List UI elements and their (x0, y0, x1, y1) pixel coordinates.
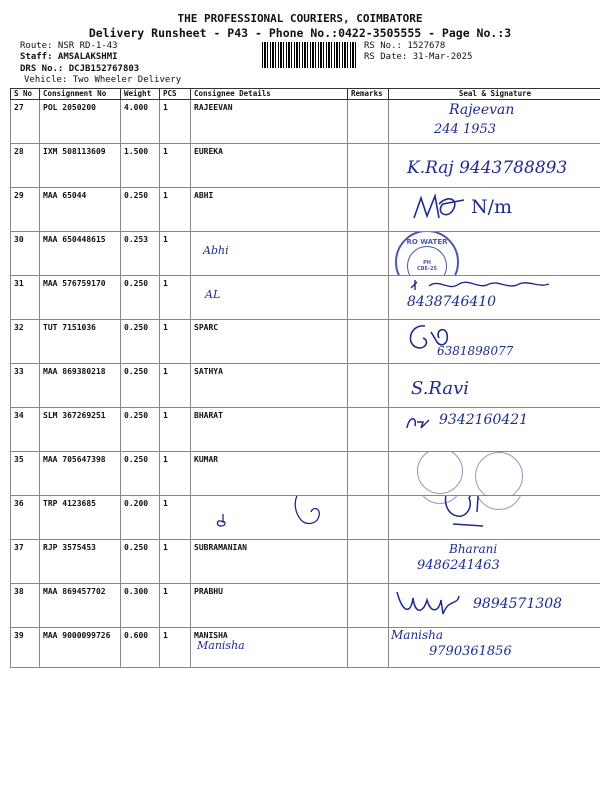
row-consignment: SLM 367269251 (40, 408, 121, 452)
table-row (11, 364, 600, 408)
handwritten-phone: 9790361856 (429, 644, 512, 659)
row-weight: 0.250 (121, 320, 160, 364)
row-remarks (348, 320, 389, 364)
row-sno: 39 (11, 628, 40, 668)
row-sno: 36 (11, 496, 40, 540)
row-signature (389, 320, 600, 364)
row-pcs: 1 (160, 408, 191, 452)
row-signature (389, 100, 600, 144)
row-sno: 30 (11, 232, 40, 276)
row-consignee (191, 628, 348, 668)
row-consignment: MAA 650448615 (40, 232, 121, 276)
handwritten-name: Manisha (197, 639, 245, 652)
row-weight: 0.250 (121, 408, 160, 452)
row-consignment: MAA 869380218 (40, 364, 121, 408)
stamp-center (407, 246, 447, 276)
row-signature (389, 188, 600, 232)
table-row (11, 408, 600, 452)
handwritten-name: AL (205, 288, 221, 301)
row-sno: 35 (11, 452, 40, 496)
row-weight: 4.000 (121, 100, 160, 144)
col-signature: Seal & Signature (389, 89, 600, 100)
row-weight: 1.500 (121, 144, 160, 188)
row-remarks (348, 364, 389, 408)
row-signature (389, 144, 600, 188)
row-remarks (348, 276, 389, 320)
drs-label: DRS No.: DCJB152767803 (20, 64, 140, 74)
rs-date: RS Date: 31-Mar-2025 (364, 52, 473, 62)
row-sno: 33 (11, 364, 40, 408)
company-title: THE PROFESSIONAL COURIERS, COIMBATORE (177, 12, 423, 25)
handwritten-signature: N/m (471, 196, 513, 218)
row-weight: 0.600 (121, 628, 160, 668)
handwritten-name: Abhi (203, 244, 229, 257)
handwritten-signature: Bharani (449, 542, 498, 556)
barcode (262, 42, 357, 68)
col-pcs: PCS (160, 89, 191, 100)
handwritten-phone: 8438746410 (407, 294, 497, 310)
row-weight: 0.250 (121, 188, 160, 232)
row-sno: 37 (11, 540, 40, 584)
row-consignee: PRABHU (191, 584, 348, 628)
row-signature (389, 452, 600, 496)
row-consignee (191, 496, 348, 540)
row-pcs: 1 (160, 100, 191, 144)
row-consignment: IXM 508113609 (40, 144, 121, 188)
row-weight: 0.250 (121, 276, 160, 320)
row-consignee (191, 232, 348, 276)
signature-scribble (409, 278, 559, 294)
col-consignee: Consignee Details (191, 89, 348, 100)
row-signature (389, 276, 600, 320)
row-remarks (348, 628, 389, 668)
signature-scribble (409, 190, 469, 224)
row-consignment: MAA 65044 (40, 188, 121, 232)
rs-number: RS No.: 1527678 (364, 41, 446, 51)
row-pcs: 1 (160, 628, 191, 668)
row-weight: 0.200 (121, 496, 160, 540)
row-consignee: SPARC (191, 320, 348, 364)
seal-stamp-faded (475, 452, 523, 496)
row-weight: 0.300 (121, 584, 160, 628)
row-consignment: MAA 705647398 (40, 452, 121, 496)
signature-scribble (433, 496, 493, 533)
col-consignment: Consignment No (40, 89, 121, 100)
row-pcs: 1 (160, 584, 191, 628)
table-row (11, 540, 600, 584)
table-row (11, 628, 600, 668)
row-sno: 32 (11, 320, 40, 364)
row-consignee: KUMAR (191, 452, 348, 496)
table-row (11, 100, 600, 144)
seal-stamp (395, 232, 459, 276)
row-remarks (348, 452, 389, 496)
staff-label: Staff: AMSALAKSHMI (20, 52, 118, 62)
signature-scribble (405, 414, 433, 432)
col-sno: S No (11, 89, 40, 100)
row-signature (389, 628, 600, 668)
row-remarks (348, 188, 389, 232)
table-row (11, 452, 600, 496)
col-remarks: Remarks (348, 89, 389, 100)
table-row (11, 584, 600, 628)
row-consignee: ABHI (191, 188, 348, 232)
row-pcs: 1 (160, 276, 191, 320)
row-pcs: 1 (160, 144, 191, 188)
row-sno: 29 (11, 188, 40, 232)
table-header-row (11, 89, 600, 100)
row-consignee (191, 276, 348, 320)
runsheet-table (10, 88, 600, 668)
handwritten-phone: 6381898077 (437, 344, 514, 358)
row-consignee: RAJEEVAN (191, 100, 348, 144)
row-signature (389, 584, 600, 628)
row-signature (389, 408, 600, 452)
row-remarks (348, 584, 389, 628)
consignee-name: MANISHA (194, 631, 228, 640)
table-row (11, 276, 600, 320)
table-row (11, 144, 600, 188)
runsheet-title: Delivery Runsheet - P43 - Phone No.:0422-3505555 - Page No.:3 (88, 26, 512, 40)
row-consignment: TRP 4123685 (40, 496, 121, 540)
table-row (11, 320, 600, 364)
row-pcs: 1 (160, 232, 191, 276)
row-consignment: MAA 9000099726 (40, 628, 121, 668)
handwritten-phone: 9894571308 (473, 596, 563, 612)
row-consignee: SUBRAMANIAN (191, 540, 348, 584)
row-signature (389, 496, 600, 540)
vehicle-label: Vehicle: Two Wheeler Delivery (24, 75, 182, 85)
row-consignment: MAA 576759170 (40, 276, 121, 320)
row-weight: 0.250 (121, 364, 160, 408)
stamp-text: PH (423, 260, 431, 266)
row-consignee: EUREKA (191, 144, 348, 188)
row-remarks (348, 232, 389, 276)
row-sno: 38 (11, 584, 40, 628)
table-row (11, 188, 600, 232)
handwritten-phone: 244 1953 (434, 122, 497, 137)
table-row (11, 232, 600, 276)
row-remarks (348, 540, 389, 584)
row-weight: 0.250 (121, 452, 160, 496)
row-remarks (348, 100, 389, 144)
signature-scribble (213, 512, 233, 528)
row-signature (389, 232, 600, 276)
handwritten-signature: S.Ravi (411, 378, 470, 399)
row-pcs: 1 (160, 540, 191, 584)
row-pcs: 1 (160, 364, 191, 408)
row-sno: 34 (11, 408, 40, 452)
signature-scribble (393, 588, 463, 618)
row-weight: 0.253 (121, 232, 160, 276)
row-remarks (348, 144, 389, 188)
seal-stamp-faded (417, 452, 463, 495)
row-sno: 27 (11, 100, 40, 144)
handwritten-phone: 9486241463 (417, 558, 500, 573)
handwritten-signature: K.Raj 9443788893 (407, 158, 568, 178)
stamp-text: CBE-25 (417, 266, 437, 272)
row-consignment: RJP 3575453 (40, 540, 121, 584)
row-consignment: POL 2050200 (40, 100, 121, 144)
col-weight: Weight (121, 89, 160, 100)
row-pcs: 1 (160, 496, 191, 540)
row-pcs: 1 (160, 188, 191, 232)
row-signature (389, 364, 600, 408)
stamp-text: RO WATER (406, 238, 448, 246)
handwritten-signature: Rajeevan (449, 102, 515, 118)
row-sno: 31 (11, 276, 40, 320)
route-label: Route: NSR RD-1-43 (20, 41, 118, 51)
row-consignment: MAA 869457702 (40, 584, 121, 628)
signature-scribble (291, 496, 325, 537)
row-sno: 28 (11, 144, 40, 188)
row-signature (389, 540, 600, 584)
row-consignee: SATHYA (191, 364, 348, 408)
row-consignee: BHARAT (191, 408, 348, 452)
row-pcs: 1 (160, 452, 191, 496)
table-row (11, 496, 600, 540)
row-pcs: 1 (160, 320, 191, 364)
row-remarks (348, 496, 389, 540)
row-remarks (348, 408, 389, 452)
handwritten-phone: 9342160421 (439, 412, 529, 428)
row-consignment: TUT 7151036 (40, 320, 121, 364)
row-weight: 0.250 (121, 540, 160, 584)
handwritten-signature: Manisha (391, 628, 444, 642)
